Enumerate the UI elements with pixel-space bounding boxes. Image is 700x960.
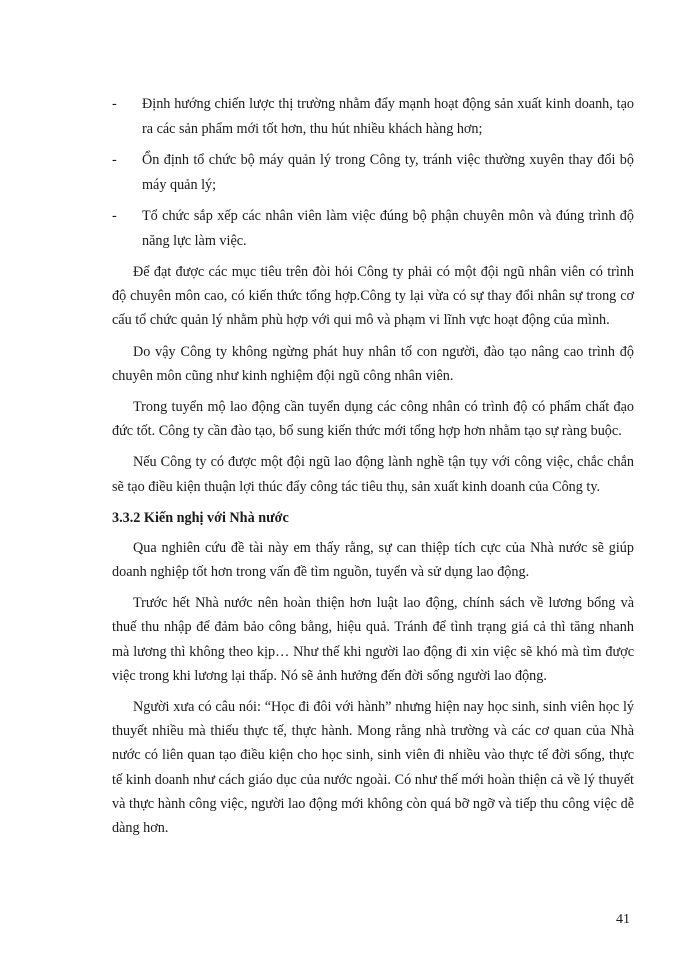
body-paragraph: Để đạt được các mục tiêu trên đòi hỏi Công ty phải có một đội ngũ nhân viên có trình độ chuyên môn cao, có kiến thức tổng hợp.Công ty lại vừa có sự thay đổi nhân sự trong cơ cấu tổ chức quản lý nhằm phù hợp với qui mô và phạm vi lĩnh vực hoạt động của mình.: [112, 264, 634, 329]
bullet-marker: -: [112, 96, 117, 112]
bullet-item: [112, 92, 634, 141]
page-content: [112, 92, 634, 847]
body-paragraph: Trước hết Nhà nước nên hoàn thiện hơn luật lao động, chính sách về lương bổng và thuế thu nhập để đảm bảo công bằng, hiệu quả. Tránh để tình trạng giá cả thì tăng nhanh mà lương thì không theo kịp… Như thế khi người lao động đi xin việc sẽ khó mà tìm được việc trong khi lương lại thấp. Nó sẽ ảnh hưởng đến đời sống người lao động.: [112, 595, 634, 684]
body-paragraph: Do vậy Công ty không ngừng phát huy nhân tố con người, đào tạo nâng cao trình độ chuyên môn cũng như kinh nghiệm đội ngũ công nhân viên.: [112, 343, 634, 384]
bullet-marker: -: [112, 152, 117, 168]
body-paragraph: Trong tuyển mộ lao động cần tuyển dụng các công nhân có trình độ có phẩm chất đạo đức tốt. Công ty cần đào tạo, bổ sung kiến thức mới tổng hợp hơn nhằm tạo sự ràng buộc.: [112, 399, 634, 440]
body-paragraph: Nếu Công ty có được một đội ngũ lao động lành nghề tận tụy với công việc, chắc chắn sẽ tạo điều kiện thuận lợi thúc đẩy công tác tiêu thụ, sản xuất kinh doanh của Công ty.: [112, 454, 634, 495]
bullet-item: [112, 148, 634, 197]
bullet-marker: -: [112, 208, 117, 224]
body-paragraph: Qua nghiên cứu đề tài này em thấy rằng, sự can thiệp tích cực của Nhà nước sẽ giúp doanh nghiệp tốt hơn trong vấn đề tìm nguồn, tuyển và sử dụng lao động.: [112, 539, 634, 581]
bullet-text: Ổn định tổ chức bộ máy quản lý trong Công ty, tránh việc thường xuyên thay đổi bộ máy quản lý;: [142, 152, 634, 193]
section-heading: 3.3.2 Kiến nghị với Nhà nước: [112, 509, 289, 526]
bullet-text: Định hướng chiến lược thị trường nhằm đẩy mạnh hoạt động sản xuất kinh doanh, tạo ra các sản phẩm mới tốt hơn, thu hút nhiều khách hàng hơn;: [142, 96, 634, 137]
page-number: 41: [616, 912, 630, 927]
body-paragraph: Người xưa có câu nói: “Học đi đôi với hành” nhưng hiện nay học sinh, sinh viên học lý thuyết nhiều mà thiếu thực tế, thực hành. Mong rằng nhà trường và các cơ quan của Nhà nước có liên quan tạo điều kiện cho học sinh, sinh viên đi nhiều vào thực tế đời sống, thực tế kinh doanh như cách giáo dục của nước ngoài. Có như thế mới hoàn thiện cả về lý thuyết và thực hành công việc, người lao động mới không còn quá bỡ ngỡ và tiếp thu công việc dễ dàng hơn.: [112, 699, 634, 837]
bullet-text: Tổ chức sắp xếp các nhân viên làm việc đúng bộ phận chuyên môn và đúng trình độ năng lực làm việc.: [142, 208, 634, 249]
bullet-item: [112, 204, 634, 253]
